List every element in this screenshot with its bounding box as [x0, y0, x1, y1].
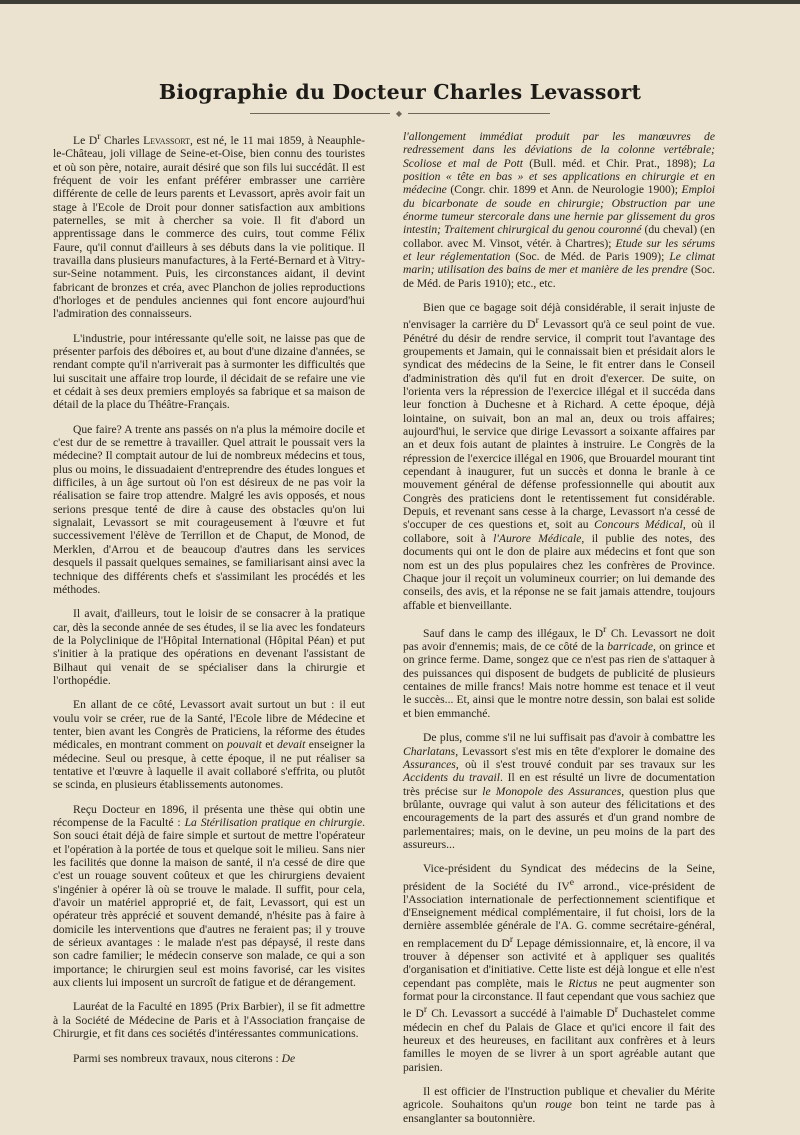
paragraph: Il est officier de l'Instruction publique et chevalier du Mérite agricole. Souhaitons qu'un rouge bon teint ne tarde pas à ensanglanter sa boutonnière.	[403, 1084, 715, 1125]
paragraph: Que faire? A trente ans passés on n'a plus la mémoire docile et c'est dur de se remettre à travailler. Quel attrait le poussait vers la médecine? Il comptait autour de lui de nombreux médecins et tous, plus ou moins, le dissuadaient d'entreprendre des études longues et difficiles, à un âge surtout où l'on est désireux de ne pas voir la réalisation se faire trop attendre. Malgré les avis opposés, et nous serions presque tenté de dire à cause des obstacles qu'on lui signalait, Levassort se mit courageusement à l'œuvre et fut successivement l'élève de Terrillon et de Chaput, de Monod, de Merklen, d'Arrou et de beaucoup d'autres dans les services desquels il passait quelques semaines, se familiarisant ainsi avec la technique des différents chefs et s'assimilant les procédés et les méthodes.	[53, 422, 365, 596]
paragraph: Reçu Docteur en 1896, il présenta une thèse qui obtin une récompense de la Faculté : La Stérilisation pratique en chirurgie. Son souci était déjà de faire simple et surtout de mettre l'opérateur et l'opération à la portée de tous et quelque soit le milieu. Sans nier les facilités que donne la maison de santé, il n'a cessé de dire que c'est un rouage souvent coûteux et que les chirurgiens devaient s'ingénier à opérer là où se trouve le malade. Il suffit, pour cela, d'avoir un matériel approprié et, de fait, Levassort, qui est un opérateur très apprécié et souvent demandé, n'hésite pas à faire à domicile les interventions que d'autres ne feraient pas; il y trouve de sérieux avantages : le malade n'est pas dépaysé, il reste dans son cadre familier; le médecin conserve son malade, ce qui a son importance; le chirurgien seul est moins favorisé, car les visites aux clients lui imposent un surcroît de fatigue et de dérangement.	[53, 802, 365, 990]
right-column	[403, 130, 716, 1125]
paragraph: En allant de ce côté, Levassort avait surtout un but : il eut voulu voir se créer, rue de la Santé, l'Ecole libre de Médecine et tenter, bien avant les Congrès de Praticiens, la réforme des études médicales, en montrant comment on pouvait et devait enseigner la médecine. Seul ou presque, à cette époque, il ne put réaliser sa tentative et l'œuvre à laquelle il avait collaboré s'effrita, ou plutôt se scinda, en plusieurs établissements autonomes.	[53, 698, 366, 792]
paragraph: Lauréat de la Faculté en 1895 (Prix Barbier), il se fit admettre à la Société de Médecine de Paris et à l'Association française de Chirurgie, et fit dans ces sociétés d'intéressantes communications.	[53, 1000, 365, 1041]
paragraph: De plus, comme s'il ne lui suffisait pas d'avoir à combattre les Charlatans, Levassort s'est mis en tête d'explorer le domaine des Assurances, où il s'est trouvé conduit par ses travaux sur les Accidents du travail. Il en est résulté un livre de documentation très précise sur le Monopole des Assurances, question plus que brûlante, ouvrage qui valut à son auteur des félicitations et des encouragements de la part des assurés et d'un grand nombre de parlementaires; mais, on le devine, un peu moins de la part des assureurs...	[403, 731, 715, 851]
paragraph: Vice-président du Syndicat des médecins de la Seine, président de la Société du IVe arrond., vice-président de l'Association internationale de perfectionnement scientifique et d'Enseignement médical complémentaire, il fut choisi, lors de la dernière assemblée générale de l'A. G. comme secrétaire-général, en remplacement du $D^r$ Lepage démissionnaire, et, là encore, il va trouver à dépenser son activité et à appliquer ses qualités d'organisation et d'initiative. Cette liste est déjà longue et elle n'est cependant pas complète, mais le Rictus ne peut augmenter son format pour la circonstance. Il faut cependant que vous sachiez que le $D^r$ Ch. Levassort a succédé à l'aimable $D^r$ Duchastelet comme médecin en chef du Palais de Glace et qu'ici encore il fait des heureux et des heureuses, en facilitant aux confrères et à leurs familles le moyen de se livrer à un sport agréable autant que parisien.	[403, 862, 716, 1074]
left-column	[53, 130, 365, 1110]
paragraph: Sauf dans le camp des illégaux, le $D^r$ Ch. Levassort ne doit pas avoir d'ennemis; mais, de ce côté de la barricade, on grince et on grince ferme. Dame, songez que ce n'est pas rien de s'attaquer à des puissances qui disposent de budgets de publicité de plusieurs centaines de mille francs! Mais notre homme est tenace et il veut le succès... Et, ainsi que le montre notre dessin, son balai est solide et bien emmanché.	[403, 623, 715, 720]
page-title: Biographie du Docteur Charles Levassort	[158, 80, 642, 104]
divider-ornament-icon: ◆	[390, 109, 408, 119]
paragraph: l'allongement immédiat produit par les manœuvres de redressement dans les déviations de la colonne vertébrale; Scoliose et mal de Pott (Bull. méd. et Chir. Prat., 1898); La position « tête en bas » et ses applications en chirurgie et en médecine (Congr. chir. 1899 et Ann. de Neurologie 1900); Emploi du bicarbonate de soude en chirurgie; Obstruction par une énorme tumeur stercorale dans une hernie par glissement du gros intestin; Traitement chirurgical du genou couronné (du cheval) (en collabor. avec M. Vinsot, vétér. à Chartres); Etude sur les sérums et leur réglementation (Soc. de Méd. de Paris 1909); Le climat marin; utilisation des bains de mer et manière de les prendre (Soc. de Méd. de Paris 1910); etc., etc.	[403, 130, 715, 290]
title-divider	[250, 109, 550, 118]
paragraph: L'industrie, pour intéressante qu'elle soit, ne laisse pas que de présenter parfois des déboires et, au bout d'une dizaine d'années, se rendant compte qu'il n'arriverait pas à surmonter les difficultés que lui suscitait une affaire trop lourde, il décidait de se refaire une vie et cédait à ses deux premiers employés sa fabrique et sa maison de détail de la place du Théâtre-Français.	[53, 331, 365, 412]
paragraph: Il avait, d'ailleurs, tout le loisir de se consacrer à la pratique car, dès la seconde année de ses études, il se lia avec les fondateurs de la Polyclinique de l'Hôpital International (Hôpital Péan) et put s'initier à la pratique des opérations en devenant l'assistant de Bilhaut qui venait de se spécialiser dans la chirurgie et l'orthopédie.	[53, 607, 365, 687]
paragraph: Bien que ce bagage soit déjà considérable, il serait injuste de n'envisager la carrière du $D^r$ Levassort qu'à ce seul point de vue. Pénétré du désir de rendre service, il comprit tout l'avantage des groupements et Jamain, qui le connaissait bien et présidait alors le syndicat des médecins de la Seine, le fit entrer dans le Conseil d'administration dès qu'il fut en droit d'exercer. De suite, on l'orienta vers la répression de l'exercice illégal et il succéda dans leur fonction à Duchesne et à Richard. A cette époque, déjà lointaine, on suivait, bon an mal an, deux ou trois affaires; aujourd'hui, le service que dirige Levassort a soixante affaires par an et deux fois autant de plaintes à instruire. Le Congrès de la répression de l'exercice illégal en 1906, que Brouardel mourant tint cependant à inaugurer, fut un succès et donna le branle à ce mouvement général de défense professionnelle qui aboutit aux Congrès des praticiens dont le retentissement fut considérable. Depuis, et revenant sans cesse à la charge, Levassort n'a cessé de s'occuper de ces questions et, soit au Concours Médical, où il collabore, soit à l'Aurore Médicale, il publie des notes, des documents qui ont le don de plaire aux médecins et font que son nom est un des plus populaires chez les confrères de Province. Chaque jour il reçoit un volumineux courrier; on lui demande des conseils, des avis, et la réponse ne se fait jamais attendre, toujours affable et bienveillante.	[403, 301, 716, 612]
paragraph: Parmi ses nombreux travaux, nous citerons : De	[73, 1051, 296, 1065]
paragraph: Le $D^r$ Charles Levassort, est né, le 11 mai 1859, à Neauphle-le-Château, joli village de Seine-et-Oise, bien connu des touristes et où son père, notaire, aurait désiré que son fils lui succédât. Il est fréquent de voir les enfant préférer embrasser une carrière différente de celle de leurs parents et Levassort, après avoir fait un stage à l'Ecole de Droit pour donner satisfaction aux ambitions paternelles, se mit à chercher sa voie. Il fit d'abord un apprentissage dans le commerce des cuirs, tout comme Félix Faure, qu'il connut d'ailleurs à ses débuts dans la vie politique. Il travailla dans plusieurs manufactures, à la Ferté-Bernard et à Vitry-sur-Seine notamment. Puis, les circonstances aidant, il devint fabricant de bronzes et créa, avec Planchon de jolies reproductions d'horloges et de pendules anciennes qui font encore aujourd'hui l'admiration des connaisseurs.	[53, 131, 366, 321]
top-border	[0, 0, 800, 4]
